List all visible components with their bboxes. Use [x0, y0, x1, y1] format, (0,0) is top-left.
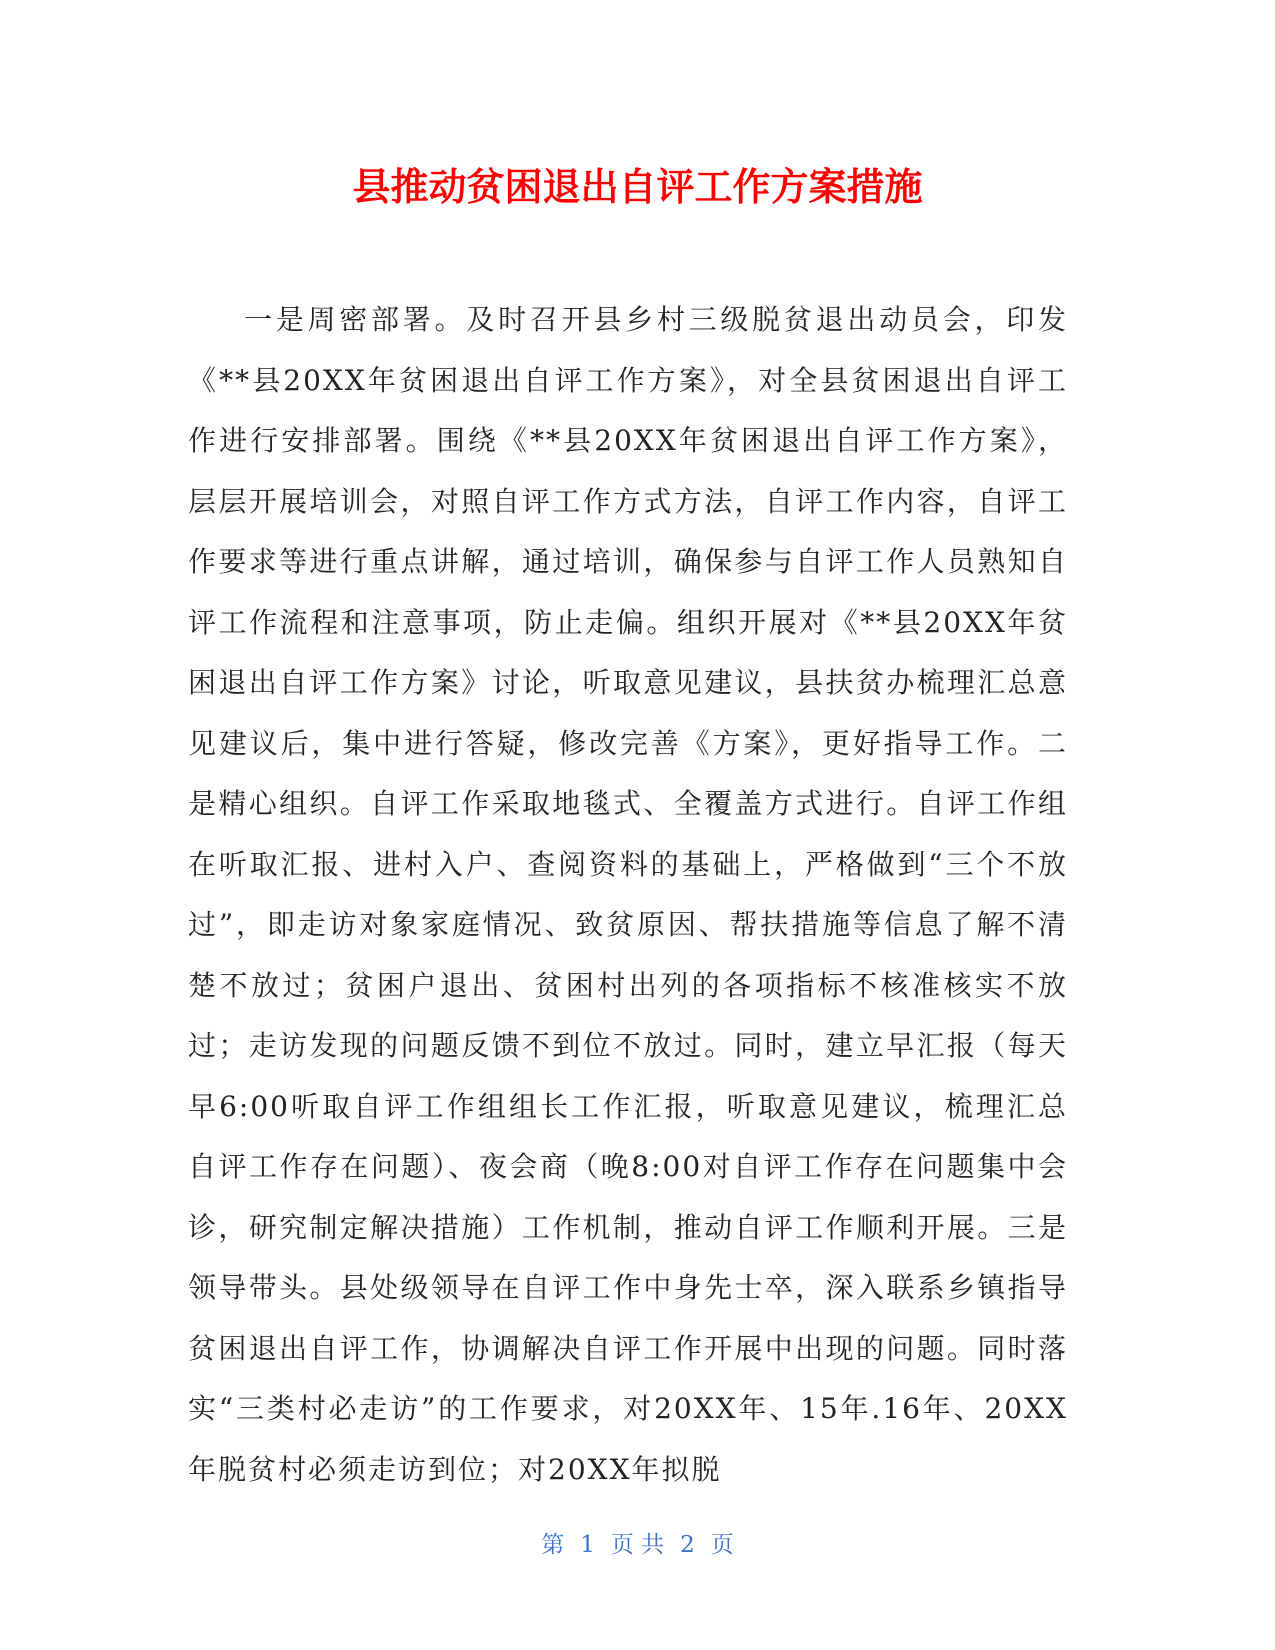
footer-middle: 页 共: [610, 1532, 665, 1558]
footer-prefix: 第: [541, 1532, 565, 1558]
document-title: 县推动贫困退出自评工作方案措施: [352, 165, 923, 209]
document-body-paragraph: 一是周密部署。及时召开县乡村三级脱贫退出动员会，印发《**县20XX年贫困退出自评工作方案》，对全县贫困退出自评工作进行安排部署。围绕《**县20XX年贫困退出自评工作方案》，层层开展培训会，对照自评工作方式方法，自评工作内容，自评工作要求等进行重点讲解，通过培训，确保参与自评工作人员熟知自评工作流程和注意事项，防止走偏。组织开展对《**县20XX年贫困退出自评工作方案》讨论，听取意见建议，县扶贫办梳理汇总意见建议后，集中进行答疑，修改完善《方案》，更好指导工作。二是精心组织。自评工作采取地毯式、全覆盖方式进行。自评工作组在听取汇报、进村入户、查阅资料的基础上，严格做到“三个不放过”，即走访对象家庭情况、致贫原因、帮扶措施等信息了解不清楚不放过；贫困户退出、贫困村出列的各项指标不核准核实不放过；走访发现的问题反馈不到位不放过。同时，建立早汇报（每天早6:00听取自评工作组组长工作汇报，听取意见建议，梳理汇总自评工作存在问题）、夜会商（晚8:00对自评工作存在问题集中会诊，研究制定解决措施）工作机制，推动自评工作顺利开展。三是领导带头。县处级领导在自评工作中身先士卒，深入联系乡镇指导贫困退出自评工作，协调解决自评工作开展中出现的问题。同时落实“三类村必走访”的工作要求，对20XX年、15年.16年、20XX年脱贫村必须走访到位；对20XX年拟脱: [188, 303, 1068, 1486]
footer-total-pages: 2: [680, 1532, 695, 1558]
footer-suffix: 页: [710, 1532, 734, 1558]
page-footer: [0, 1530, 1275, 1560]
footer-current-page: 1: [580, 1532, 595, 1558]
